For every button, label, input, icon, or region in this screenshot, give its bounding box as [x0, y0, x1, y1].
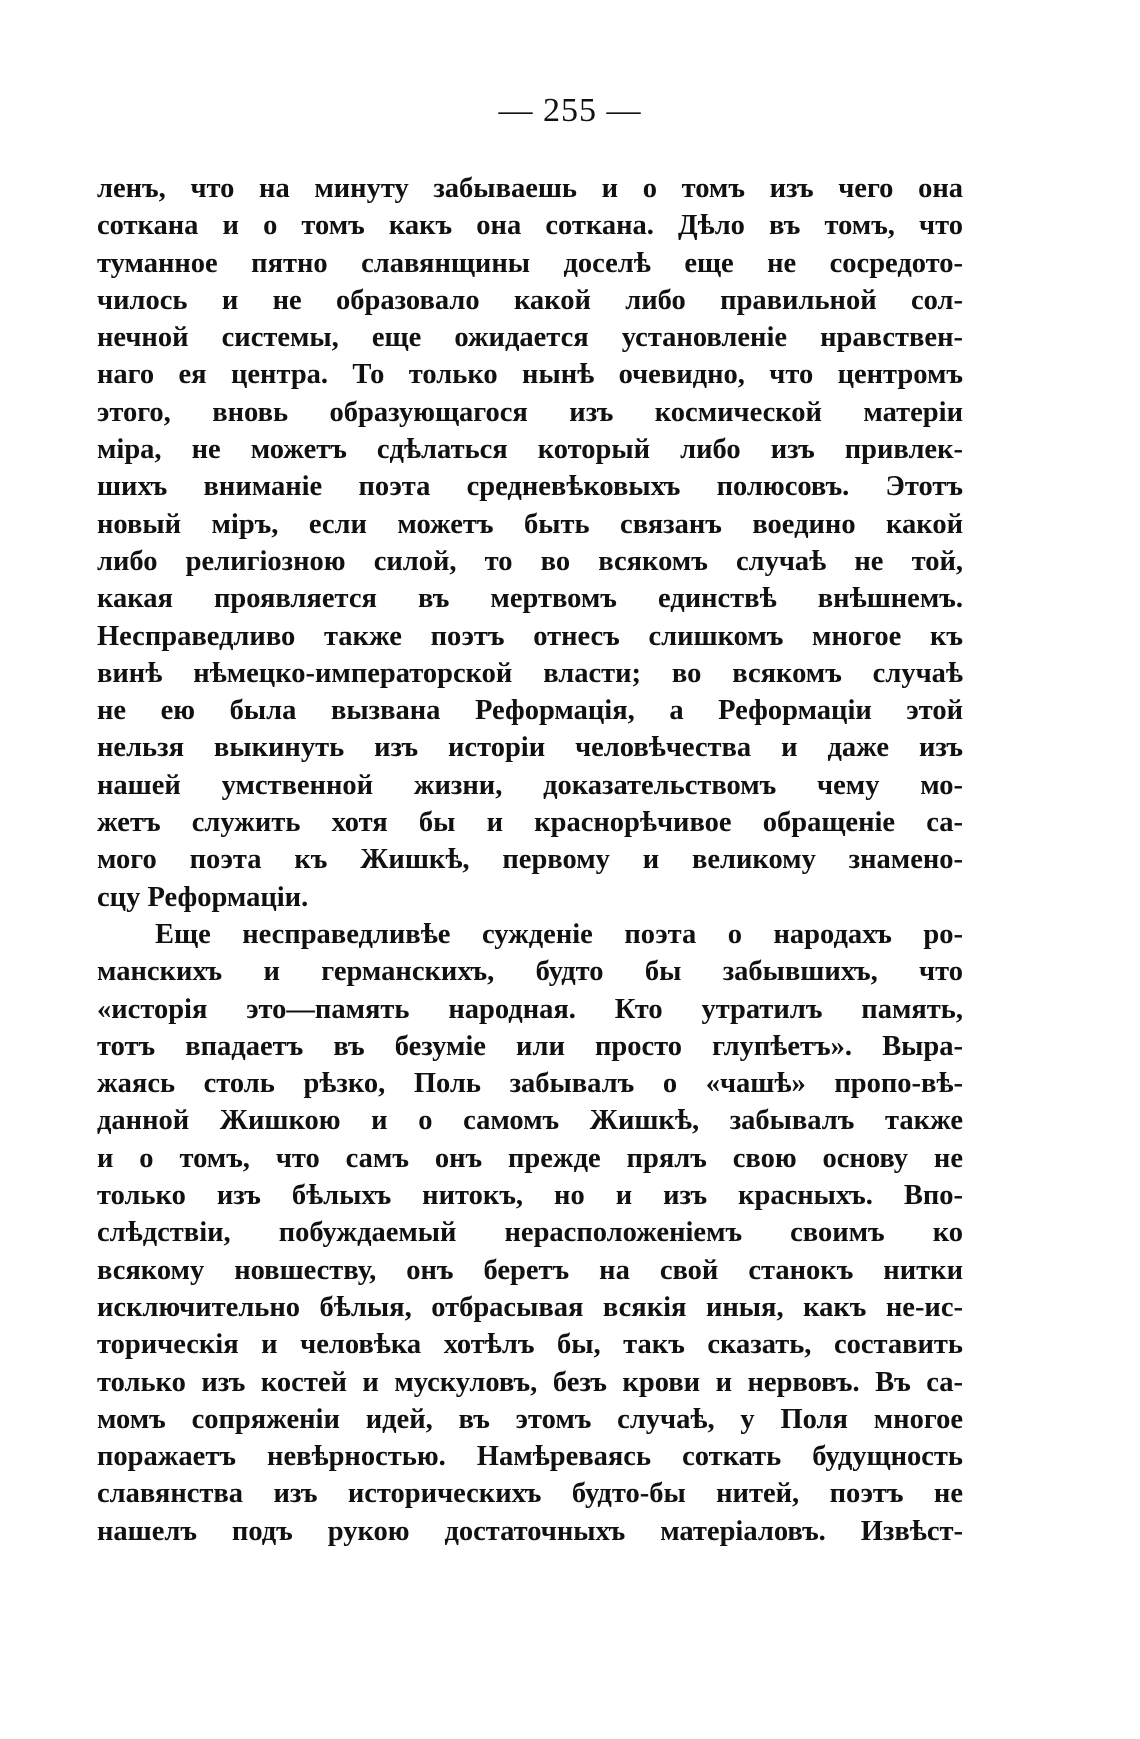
text-line: ленъ, что на минуту забываешь и о томъ изъ чего она	[97, 173, 963, 204]
text-line: туманное пятно славянщины доселѣ еще не сосредото-	[97, 247, 963, 279]
text-line: нельзя выкинуть изъ исторіи человѣчества и даже изъ	[97, 732, 963, 764]
text-line: міра, не можетъ сдѣлаться который либо изъ привлек-	[97, 434, 963, 466]
text-line: славянства изъ историческихъ будто-бы нитей, поэтъ не	[97, 1478, 963, 1510]
text-line: сцу Реформаціи.	[97, 881, 309, 913]
body-text	[97, 170, 963, 1550]
text-line: «исторія это—память народная. Кто утратилъ память,	[97, 993, 963, 1025]
text-line: только изъ костей и мускуловъ, безъ крови и нервовъ. Въ са-	[97, 1366, 963, 1398]
text-line: нашей умственной жизни, доказательствомъ чему мо-	[97, 769, 963, 801]
text-line: жаясь столь рѣзко, Поль забывалъ о «чашѣ» пропо-вѣ-	[97, 1068, 963, 1100]
text-line: исключительно бѣлыя, отбрасывая всякія иныя, какъ не-ис-	[97, 1291, 963, 1323]
page-number: — 255 —	[498, 92, 642, 129]
text-line: новый міръ, если можетъ быть связанъ воедино какой	[97, 508, 963, 540]
text-line: поражаетъ невѣрностью. Намѣреваясь соткать будущность	[97, 1441, 963, 1473]
text-line: либо религіозною силой, то во всякомъ случаѣ не той,	[97, 545, 963, 577]
text-line: мого поэта къ Жишкѣ, первому и великому знамено-	[97, 844, 963, 876]
text-line: соткана и о томъ какъ она соткана. Дѣло въ томъ, что	[97, 210, 963, 242]
text-line: какая проявляется въ мертвомъ единствѣ внѣшнемъ.	[97, 583, 963, 615]
text-line: слѣдствіи, побуждаемый нерасположеніемъ своимъ ко	[97, 1217, 963, 1249]
text-line: этого, вновь образующагося изъ космической матеріи	[97, 396, 963, 428]
text-line: только изъ бѣлыхъ нитокъ, но и изъ красныхъ. Впо-	[97, 1180, 963, 1212]
text-line: не ею была вызвана Реформація, а Реформаціи этой	[97, 695, 963, 727]
text-line: жетъ служить хотя бы и краснорѣчивое обращеніе са-	[97, 807, 963, 839]
text-line: шихъ вниманіе поэта средневѣковыхъ полюсовъ. Этотъ	[97, 471, 963, 503]
text-line: момъ сопряженіи идей, въ этомъ случаѣ, у Поля многое	[97, 1403, 963, 1435]
paragraph-first-line: Еще несправедливѣе сужденіе поэта о народахъ ро-	[155, 918, 963, 950]
text-line: нашелъ подъ рукою достаточныхъ матеріаловъ. Извѣст-	[97, 1515, 963, 1547]
text-line: тотъ впадаетъ въ безуміе или просто глупѣетъ». Выра-	[97, 1030, 963, 1062]
text-line: чилось и не образовало какой либо правильной сол-	[97, 284, 963, 316]
text-line: наго ея центра. То только нынѣ очевидно, что центромъ	[97, 359, 963, 391]
text-line: Несправедливо также поэтъ отнесъ слишкомъ многое къ	[97, 620, 963, 652]
text-line: винѣ нѣмецко-императорской власти; во всякомъ случаѣ	[97, 657, 963, 689]
text-line: манскихъ и германскихъ, будто бы забывшихъ, что	[97, 956, 963, 988]
text-line: данной Жишкою и о самомъ Жишкѣ, забывалъ также	[97, 1105, 963, 1137]
text-line: и о томъ, что самъ онъ прежде прялъ свою основу не	[97, 1142, 963, 1174]
text-line: всякому новшеству, онъ беретъ на свой станокъ нитки	[97, 1254, 963, 1286]
text-line: торическія и человѣка хотѣлъ бы, такъ сказать, составить	[97, 1329, 963, 1361]
text-line: нечной системы, еще ожидается установленіе нравствен-	[97, 322, 963, 354]
